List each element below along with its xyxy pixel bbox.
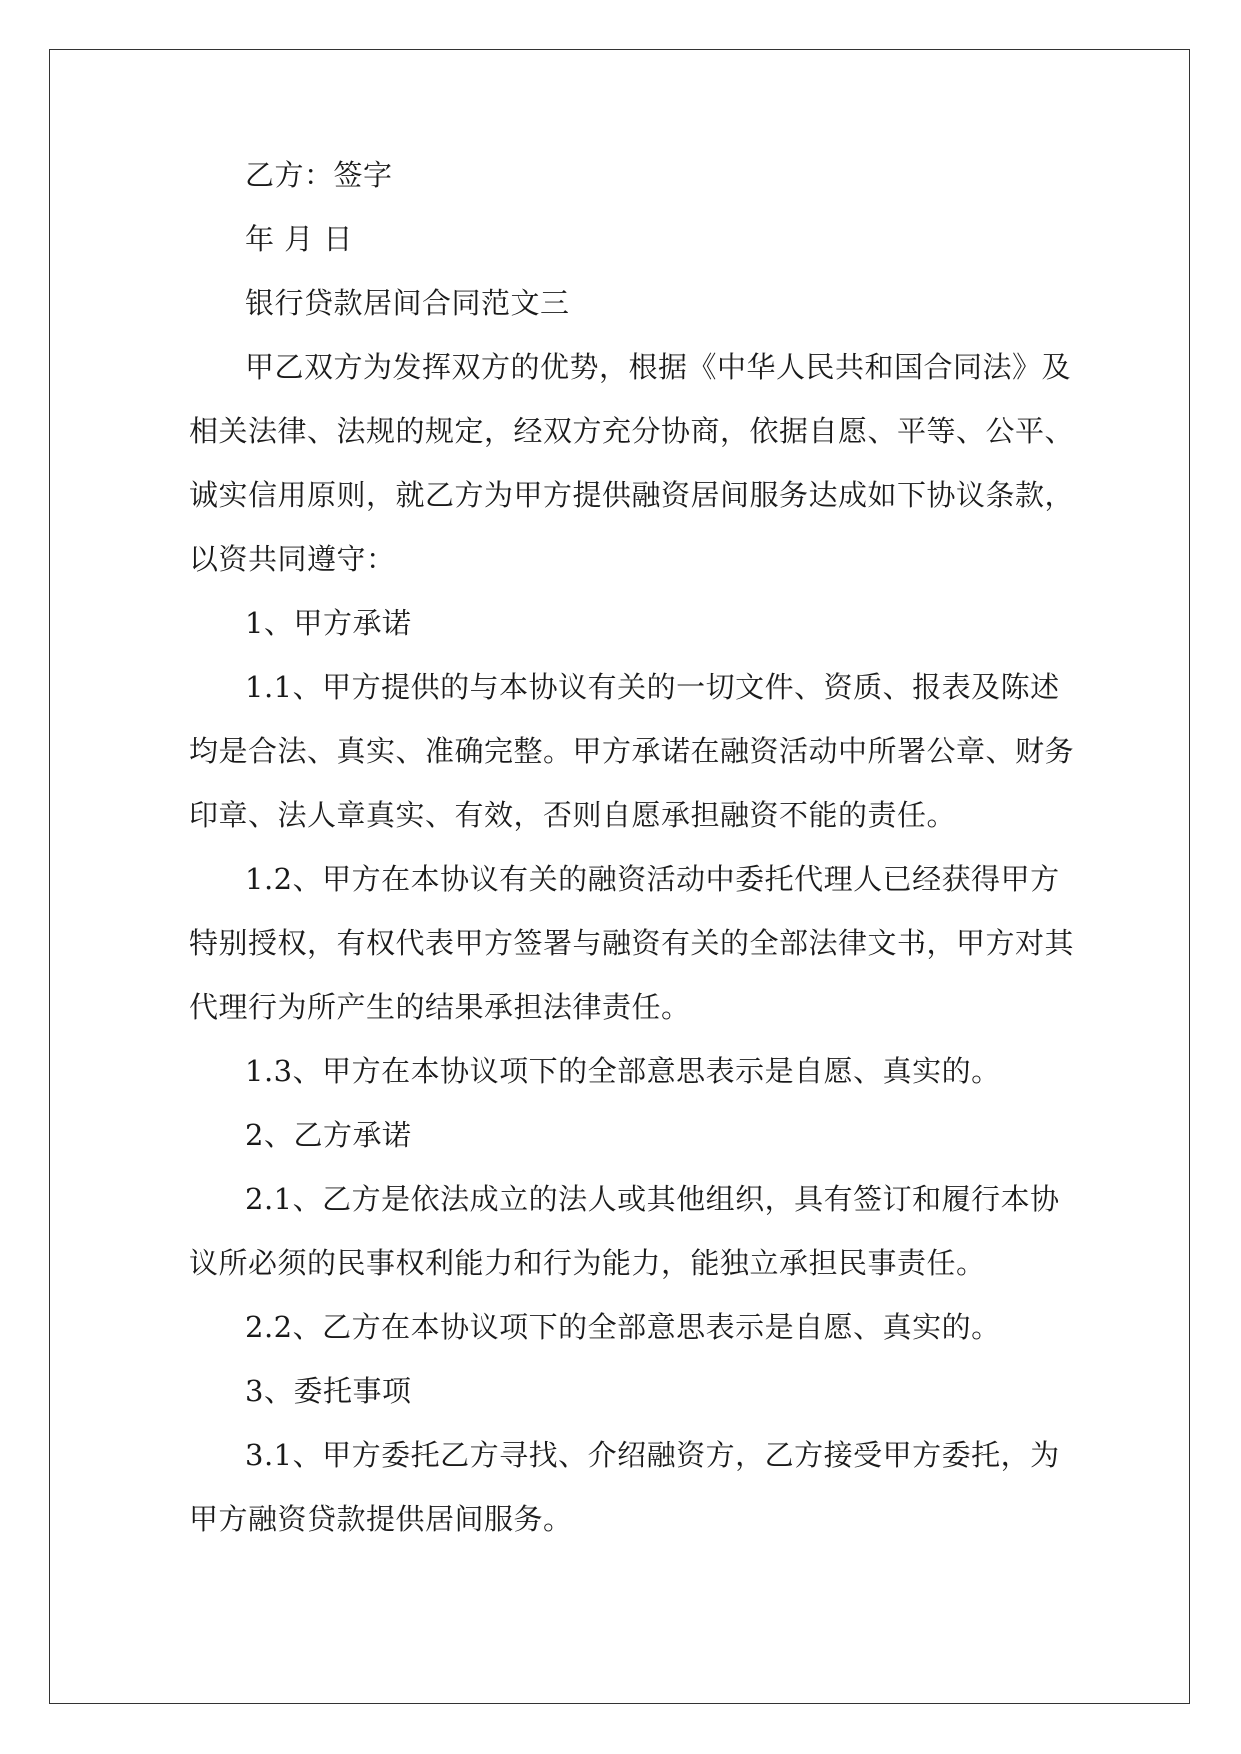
paragraph-line: 1.2、甲方在本协议有关的融资活动中委托代理人已经获得甲方: [245, 862, 1060, 896]
paragraph-line: 2.2、乙方在本协议项下的全部意思表示是自愿、真实的。: [245, 1310, 1001, 1344]
paragraph-line: 1.3、甲方在本协议项下的全部意思表示是自愿、真实的。: [245, 1054, 1001, 1088]
paragraph-line: 以资共同遵守：: [189, 542, 396, 576]
paragraph-line: 特别授权，有权代表甲方签署与融资有关的全部法律文书，甲方对其: [189, 926, 1075, 960]
document-title: 银行贷款居间合同范文三: [245, 286, 570, 320]
paragraph-line: 印章、法人章真实、有效，否则自愿承担融资不能的责任。: [189, 798, 957, 832]
paragraph-line: 相关法律、法规的规定，经双方充分协商，依据自愿、平等、公平、: [189, 414, 1075, 448]
paragraph-line: 1.1、甲方提供的与本协议有关的一切文件、资质、报表及陈述: [245, 670, 1060, 704]
section-heading: 3、委托事项: [245, 1374, 412, 1408]
paragraph-line: 均是合法、真实、准确完整。甲方承诺在融资活动中所署公章、财务: [189, 734, 1075, 768]
paragraph-line: 甲方融资贷款提供居间服务。: [189, 1502, 573, 1536]
paragraph-line: 3.1、甲方委托乙方寻找、介绍融资方，乙方接受甲方委托，为: [245, 1438, 1060, 1472]
paragraph-line: 2.1、乙方是依法成立的法人或其他组织，具有签订和履行本协: [245, 1182, 1060, 1216]
paragraph-line: 议所必须的民事权利能力和行为能力，能独立承担民事责任。: [189, 1246, 986, 1280]
date-line: 年 月 日: [245, 222, 353, 256]
section-heading: 1、甲方承诺: [245, 606, 412, 640]
section-heading: 2、乙方承诺: [245, 1118, 412, 1152]
signature-line: 乙方：签字: [245, 158, 393, 192]
paragraph-line: 代理行为所产生的结果承担法律责任。: [189, 990, 691, 1024]
paragraph-line: 诚实信用原则，就乙方为甲方提供融资居间服务达成如下协议条款，: [189, 478, 1075, 512]
paragraph-line: 甲乙双方为发挥双方的优势，根据《中华人民共和国合同法》及: [245, 350, 1072, 384]
